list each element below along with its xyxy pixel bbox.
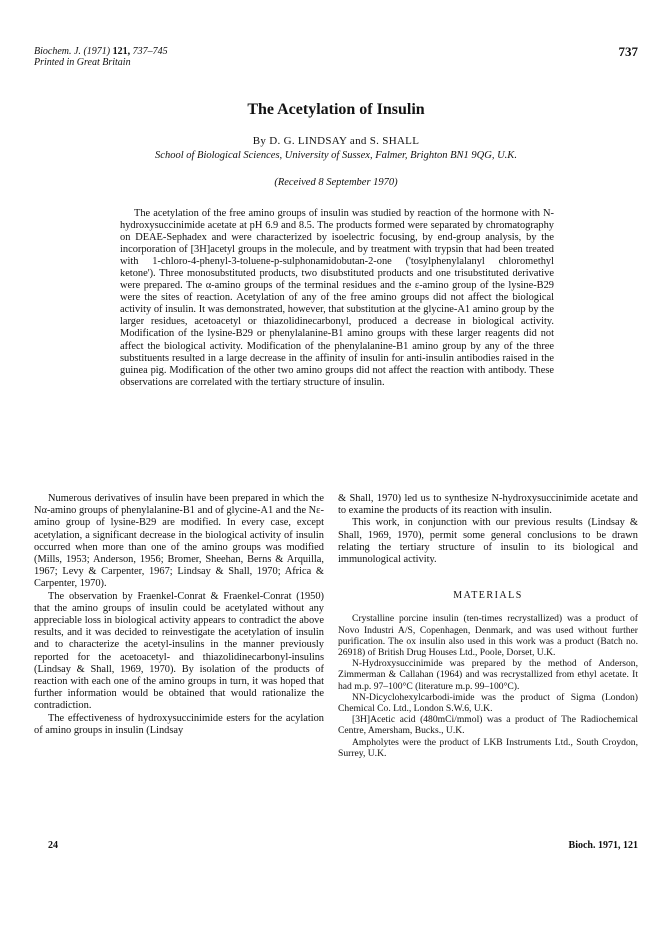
materials-section bbox=[338, 613, 638, 759]
article-title: The Acetylation of Insulin bbox=[247, 101, 425, 118]
materials-paragraph: NN-Dicyclohexylcarbodi-imide was the product of Sigma (London) Chemical Co. Ltd., London S.W.6, U.K. bbox=[338, 691, 638, 715]
body-column-left bbox=[34, 493, 324, 737]
page-number: 737 bbox=[618, 44, 638, 59]
affiliation: School of Biological Sciences, University of Sussex, Falmer, Brighton BN1 9QG, U.K. bbox=[155, 150, 517, 161]
journal-volume: 121, bbox=[112, 46, 131, 57]
printed-note: Printed in Great Britain bbox=[34, 57, 131, 68]
authors: By D. G. LINDSAY and S. SHALL bbox=[252, 135, 420, 147]
materials-paragraph: Ampholytes were the product of LKB Instruments Ltd., South Croydon, Surrey, U.K. bbox=[338, 736, 638, 759]
body-column-right bbox=[338, 493, 638, 759]
abstract-text: The acetylation of the free amino groups of insulin was studied by reaction of the hormone with N-hydroxysuccinimide acetate at pH 6.9 and 8.5. The products formed were separated by chromatography on DEAE-Sephadex and were characterized by isoelectric focusing, by end-group analysis, by the incorporation of [3H]acetyl groups in the molecule, and by treatment with trypsin that had been treated with 1-chloro-4-phenyl-3-toluene-p-sulphonamidobutan-2-one ('tosylphenylalanyl chloromethyl ketone'). Three monosubstituted products, two disubstituted products and one trisubstituted derivative were prepared. The α-amino groups of the terminal residues and the ε-amino group of the lysine-B29 were the sites of reaction. Acetylation of any of the free amino groups did not affect the biological activity of insulin. It was demonstrated, however, that substitution at the glycine-A1 amino group by the larger residues, acetoacetyl or thiazolidinecarbonyl, produced a decrease in biological activity. Modification of the lysine-B29 or phenylalanine-B1 amino groups with these larger reagents did not affect the biological activity. Modification of the phenylalanine-B1 amino group by any of the three substituents resulted in a large decrease in the affinity of insulin for anti-insulin antibodies raised in the guinea pig. Modification of the other two amino groups did not affect the reaction with antibody. These observations are correlated with the tertiary structure of insulin. bbox=[120, 208, 554, 388]
journal-name: Biochem. J. bbox=[34, 46, 81, 57]
body-paragraph: This work, in conjunction with our previous results (Lindsay & Shall, 1969, 1970), permit some general conclusions to be drawn relating the tertiary structure of insulin to its biological and immunological activity. bbox=[338, 517, 638, 566]
section-heading-materials: MATERIALS bbox=[453, 590, 523, 602]
materials-paragraph: N-Hydroxysuccinimide was prepared by the method of Anderson, Zimmerman & Callahan (1964) and was recrystallized from ethyl acetate. It had m.p. 97–100°C (literature m.p. 99–100°C). bbox=[338, 658, 638, 692]
received-date: (Received 8 September 1970) bbox=[274, 177, 398, 188]
footer-journal-ref: Bioch. 1971, 121 bbox=[568, 840, 638, 851]
body-paragraph: The observation by Fraenkel-Conrat & Fraenkel-Conrat (1950) that the amino groups of insulin could be acetylated without any appreciable loss in biological activity appears to contradict the above results, and it was decided to reinvestigate the acetylation of insulin and to characterize the acetyl-insulins in the manner previously reported for the acetoacetyl- and thiazolidinecarbonyl-insulins (Lindsay & Shall, 1969, 1970). By isolation of the products of reaction with each one of the amino groups in turn, it was hoped that further information would be obtained that would rationalize the contradiction. bbox=[34, 590, 324, 712]
body-paragraph: Numerous derivatives of insulin have been prepared in which the Nα-amino groups of phenylalanine-B1 and of glycine-A1 and the Nε-amino group of lysine-B29 are modified. In every case, except acetylation, a significant decrease in the biological activity of insulin occurred when more than one of the amino groups was modified (Mills, 1953; Anderson, 1956; Bromer, Sheehan, Berns & Arquilla, 1967; Levy & Carpenter, 1967; Lindsay & Shall, 1970; Africa & Carpenter, 1970). bbox=[34, 493, 324, 590]
journal-year: (1971) bbox=[83, 46, 111, 57]
materials-paragraph: [3H]Acetic acid (480mCi/mmol) was a product of The Radiochemical Centre, Amersham, Bucks., U.K. bbox=[338, 714, 638, 737]
running-header bbox=[34, 46, 168, 68]
signature-mark: 24 bbox=[48, 840, 58, 851]
journal-pages: 737–745 bbox=[132, 46, 168, 57]
abstract bbox=[120, 208, 554, 389]
materials-paragraph: Crystalline porcine insulin (ten-times recrystallized) was a product of Novo Industri A/S, Copenhagen, Denmark, and was used without further purification. The ox insulin also used in this work was a product (Batch no. 26918) of British Drug Houses Ltd., Poole, Dorset, U.K. bbox=[338, 613, 638, 659]
body-paragraph: The effectiveness of hydroxysuccinimide esters for the acylation of amino groups in insulin (Lindsay bbox=[34, 712, 324, 736]
body-paragraph: & Shall, 1970) led us to synthesize N-hydroxysuccinimide acetate and to examine the products of its reaction with insulin. bbox=[338, 493, 638, 517]
